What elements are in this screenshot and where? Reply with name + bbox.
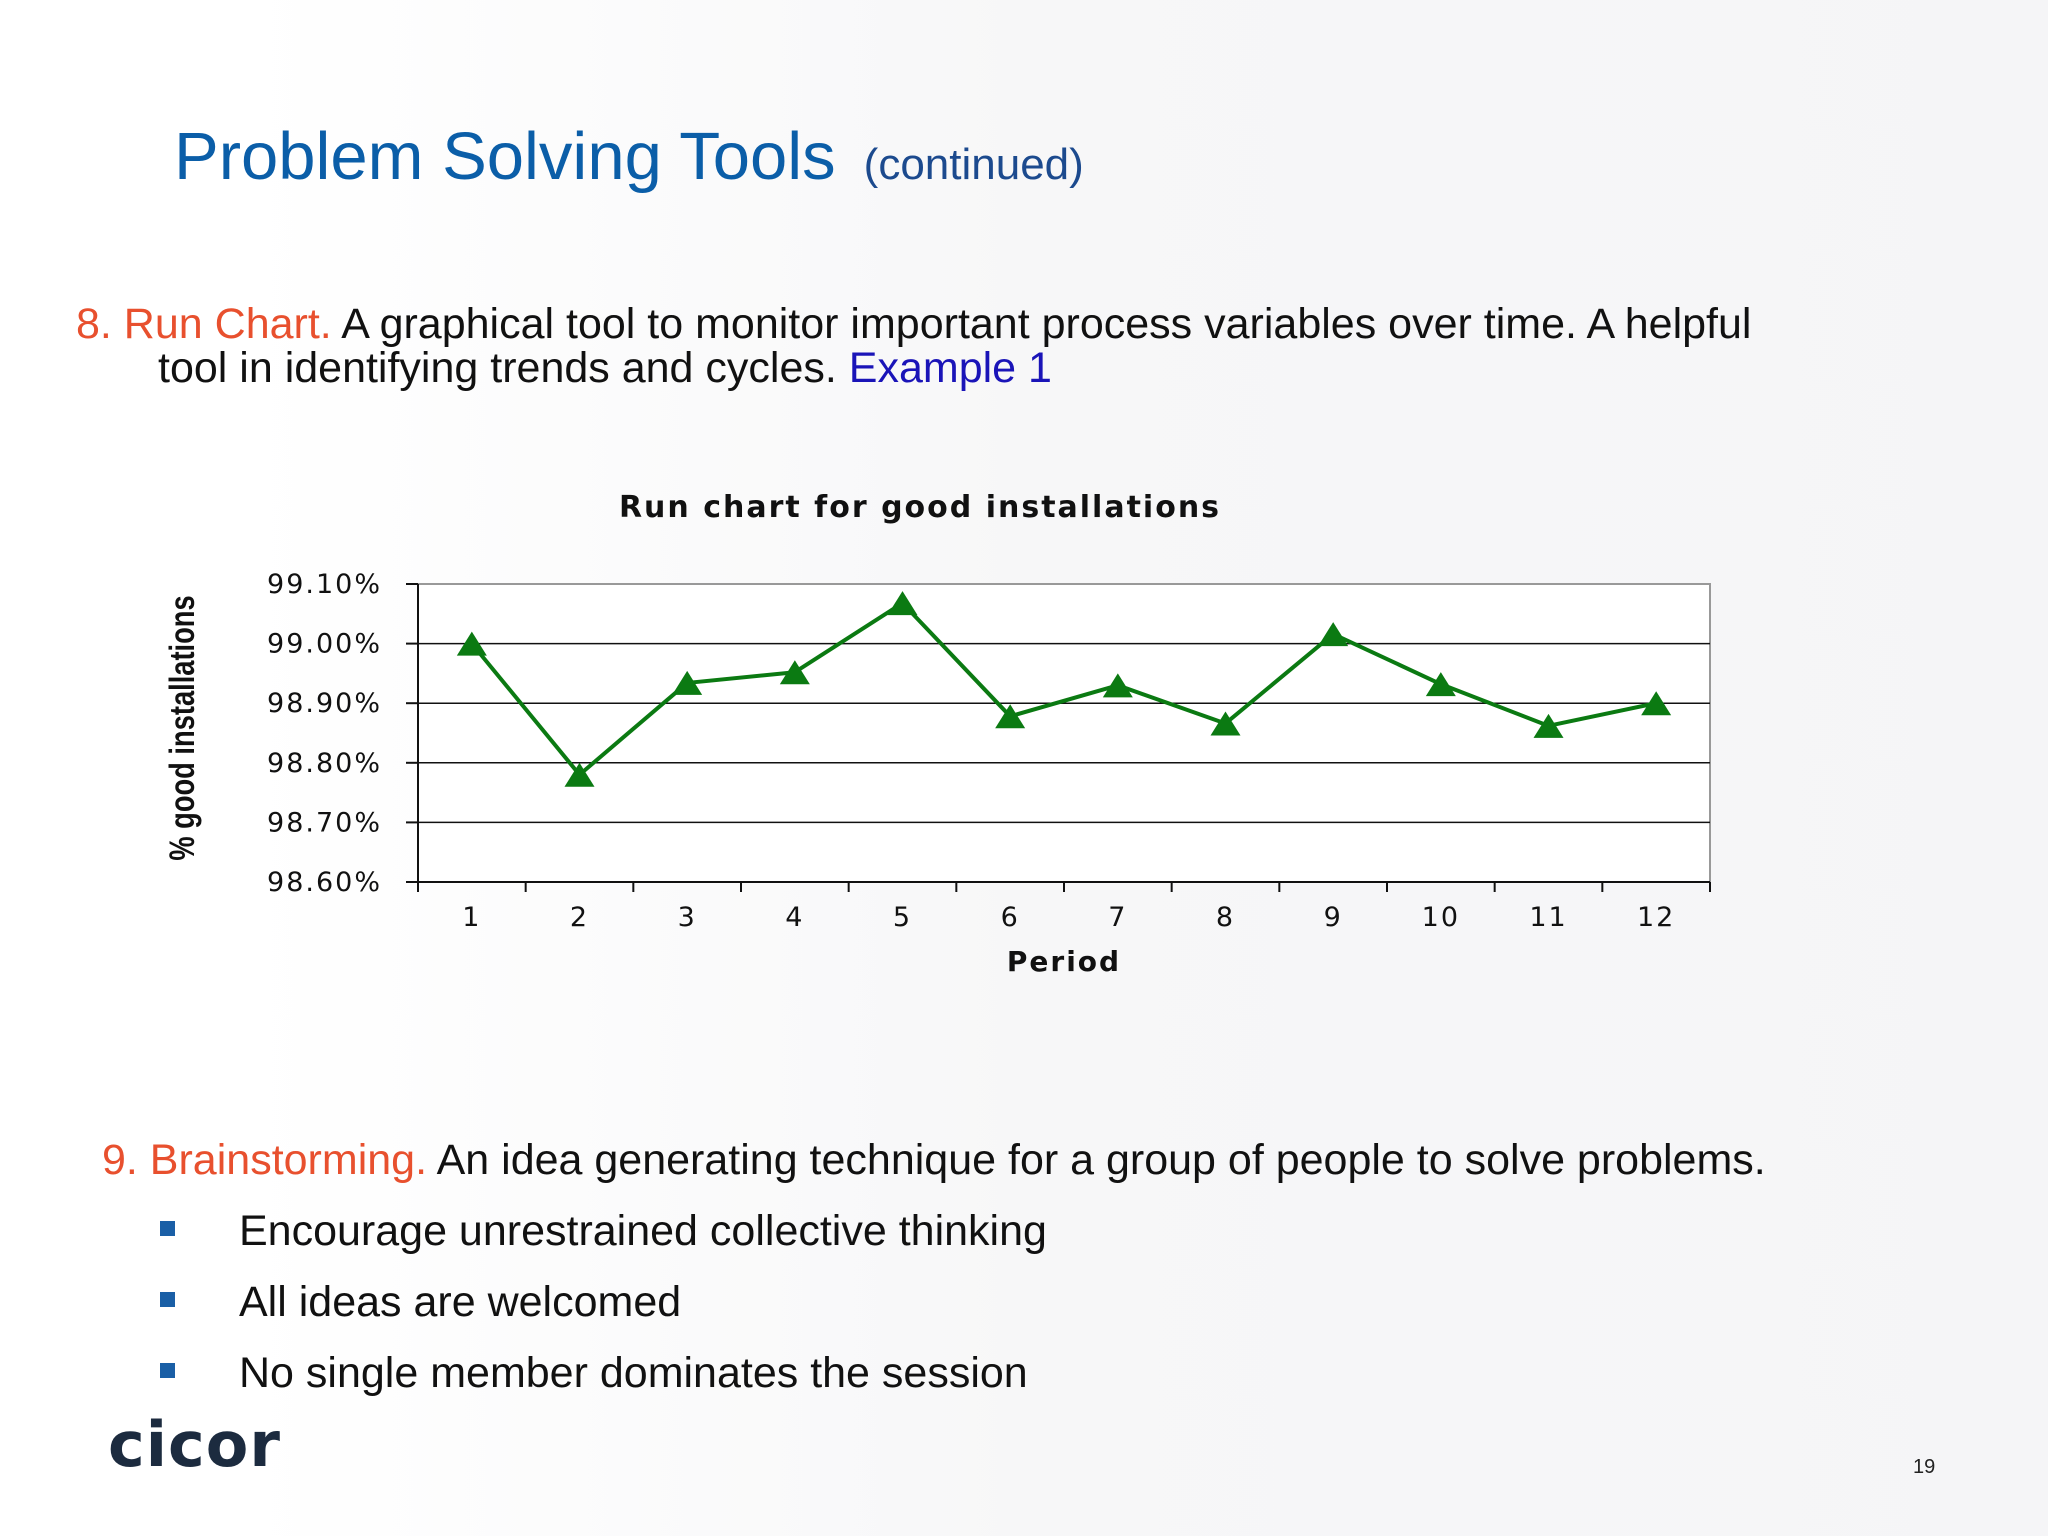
brainstorming-paragraph [102,1138,2032,1182]
x-tick-label: 8 [1215,902,1236,933]
x-tick-label: 9 [1323,902,1343,933]
bullet-square-icon [160,1221,175,1236]
page-number: 19 [1913,1456,1936,1478]
y-tick-label: 98.80% [267,747,382,779]
bullet-text: No single member dominates the session [239,1349,1028,1397]
y-tick-label: 98.90% [267,688,382,720]
y-axis-ticks [267,569,418,898]
y-tick-label: 99.10% [267,569,382,600]
x-tick-label: 7 [1108,902,1128,933]
example-1-link[interactable]: Example 1 [848,344,1052,392]
logo-text: cicor [108,1408,281,1481]
run-chart-text-line1: A graphical tool to monitor important process variables over time. A helpful [331,300,1752,348]
y-axis-label: % good installations [162,595,202,861]
x-tick-label: 3 [677,902,697,933]
cicor-logo [108,1408,281,1481]
x-axis-ticks [418,882,1710,933]
x-tick-label: 6 [1000,902,1020,933]
x-tick-label: 1 [462,902,482,933]
brainstorming-text: An idea generating technique for a group of people to solve problems. [427,1136,1766,1184]
brainstorming-label: 9. Brainstorming. [102,1136,428,1184]
list-item [160,1196,1047,1267]
bullet-text: All ideas are welcomed [239,1278,682,1326]
x-tick-label: 2 [569,902,590,933]
y-tick-label: 99.00% [267,628,382,660]
x-tick-label: 5 [892,902,913,933]
bullet-text: Encourage unrestrained collective thinking [239,1207,1047,1255]
x-axis-label: Period [1006,945,1122,978]
y-tick-label: 98.70% [267,807,382,839]
plot-area [418,584,1710,882]
bullet-square-icon [160,1363,175,1378]
list-item [160,1338,1047,1409]
title-subtitle: (continued) [863,140,1084,189]
list-item [160,1267,1047,1338]
x-tick-label: 12 [1636,902,1676,933]
x-tick-label: 4 [785,902,805,933]
y-tick-label: 98.60% [267,867,382,898]
brainstorming-bullets [160,1196,1047,1409]
bullet-square-icon [160,1292,175,1307]
title-main: Problem Solving Tools [174,119,836,194]
chart-title: Run chart for good installations [618,490,1222,525]
run-chart-label: 8. Run Chart. [76,300,332,348]
x-tick-label: 11 [1529,902,1568,933]
x-tick-label: 10 [1421,902,1461,933]
run-chart-text-line2: tool in identifying trends and cycles. [158,344,849,392]
